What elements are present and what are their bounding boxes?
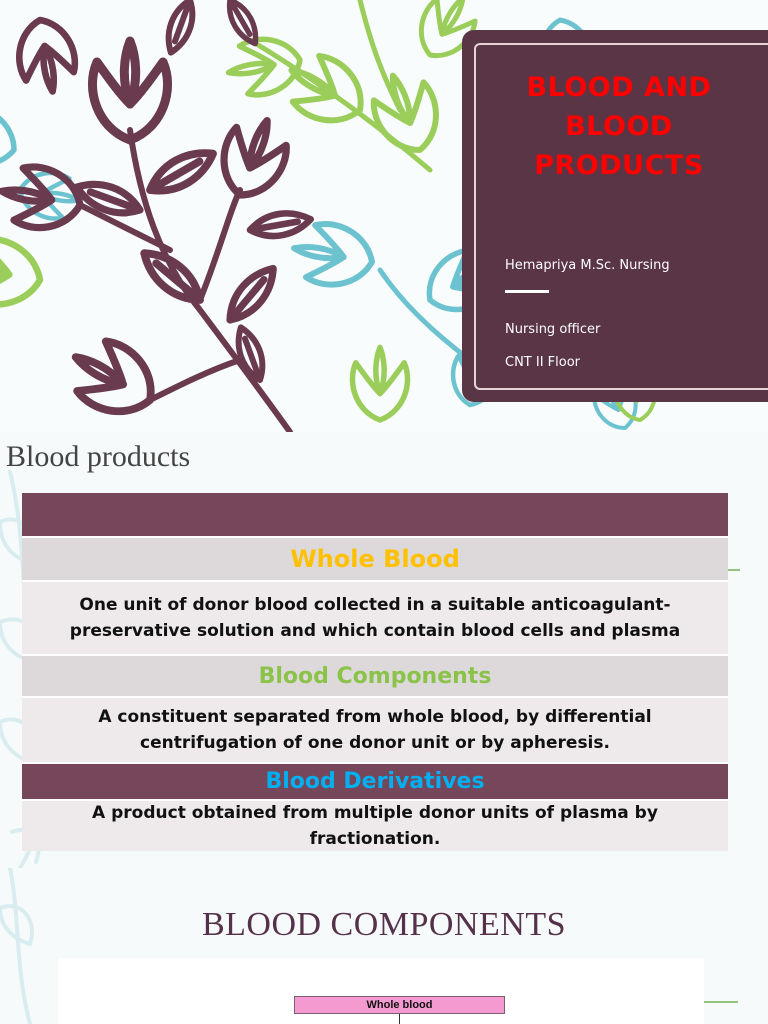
blood-components-slide xyxy=(0,868,768,1024)
whole-blood-heading: Whole Blood xyxy=(22,538,728,582)
components-diagram xyxy=(58,958,704,1024)
blood-products-table xyxy=(22,493,728,851)
slide-title xyxy=(480,68,758,185)
author-location: CNT II Floor xyxy=(505,355,581,370)
blood-components-description: A constituent separated from whole blood, by differential centrifugation of one donor unit or by apheresis. xyxy=(22,698,728,764)
blood-derivatives-heading: Blood Derivatives xyxy=(22,764,728,801)
accent-mark xyxy=(728,569,740,571)
slide-heading: Blood products xyxy=(6,440,191,473)
author-role: Nursing officer xyxy=(505,322,601,337)
author-name: Hemapriya M.Sc. Nursing xyxy=(505,258,670,273)
title-divider xyxy=(505,290,549,293)
title-line: BLOOD AND xyxy=(526,72,712,103)
diagram-connector xyxy=(399,1014,400,1024)
title-line: BLOOD xyxy=(565,111,673,142)
accent-mark xyxy=(704,1001,738,1003)
title-slide xyxy=(0,0,768,432)
table-header-bar xyxy=(22,493,728,538)
slide-heading: BLOOD COMPONENTS xyxy=(201,906,567,943)
blood-components-heading: Blood Components xyxy=(22,656,728,698)
diagram-node-whole-blood: Whole blood xyxy=(294,996,505,1014)
blood-products-slide xyxy=(0,432,768,868)
blood-derivatives-description: A product obtained from multiple donor units of plasma by fractionation. xyxy=(22,801,728,851)
whole-blood-description: One unit of donor blood collected in a suitable anticoagulant-preservative solution and which contain blood cells and plasma xyxy=(22,582,728,656)
title-line: PRODUCTS xyxy=(534,150,704,181)
